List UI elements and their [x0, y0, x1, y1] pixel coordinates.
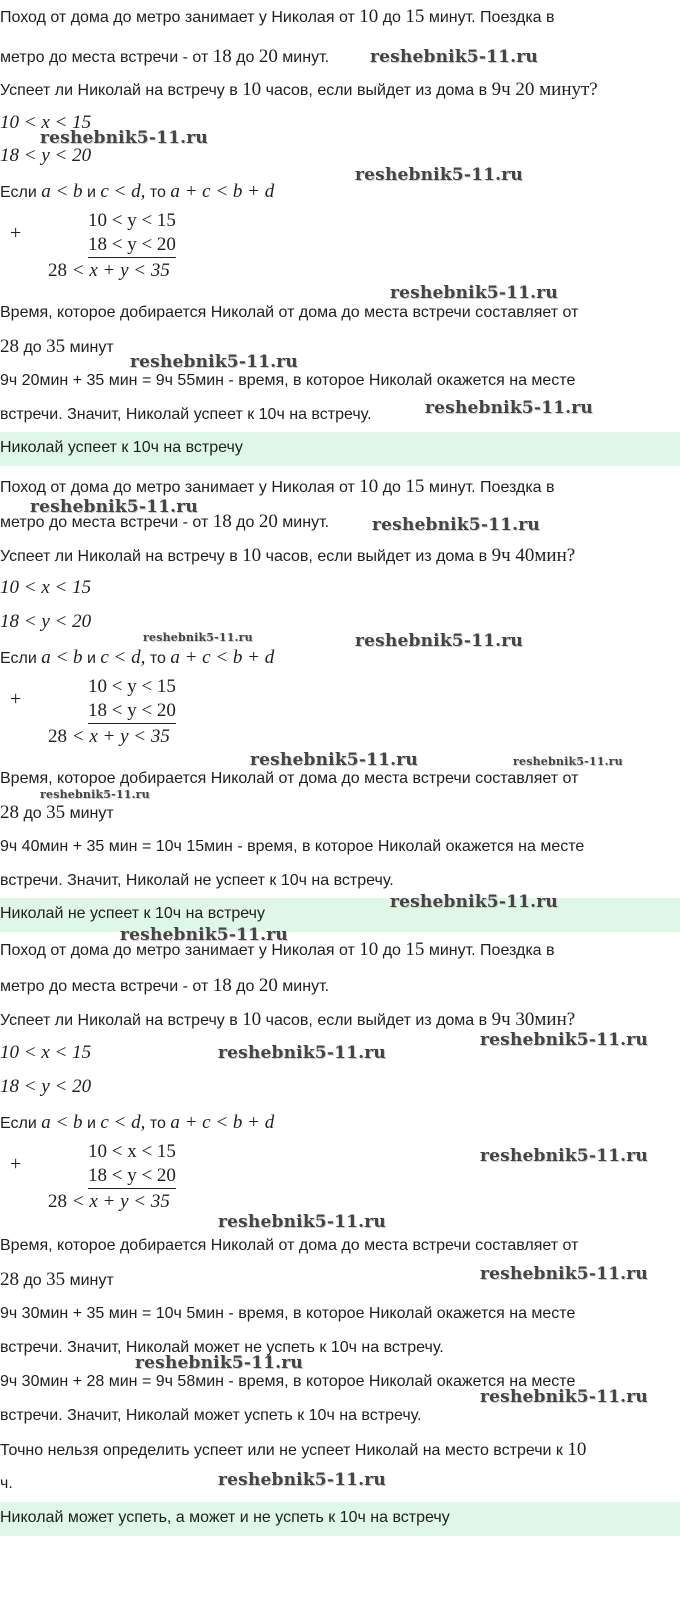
watermark: reshebnik5-11.ru: [480, 1264, 648, 1284]
watermark: reshebnik5-11.ru: [372, 515, 540, 535]
time-text: Время, которое добирается Николай от дома до места встречи составляет от: [0, 1237, 579, 1254]
plus-sign: +: [10, 688, 22, 710]
time-text: Время, которое добирается Николай от дома до места встречи составляет от: [0, 770, 579, 787]
plus-sign: +: [10, 1153, 22, 1175]
time-range: 28 до 35 минут: [0, 802, 114, 823]
watermark: reshebnik5-11.ru: [480, 1146, 648, 1166]
sum-top: 10 < y < 15: [88, 676, 176, 697]
time-range: 28 до 35 минут: [0, 1269, 114, 1290]
sum-result: 28 < x + y < 35: [48, 260, 170, 281]
calc-line: 9ч 40мин + 35 мин = 10ч 15мин - время, в которое Николай окажется на месте: [0, 838, 585, 855]
rule-text: Если a < b и c < d, то a + c < b + d: [0, 181, 275, 202]
watermark: reshebnik5-11.ru: [513, 755, 623, 768]
watermark: reshebnik5-11.ru: [218, 1043, 386, 1063]
watermark: reshebnik5-11.ru: [218, 1470, 386, 1490]
sum-mid: 18 < y < 20: [88, 234, 176, 258]
sum-top: 10 < y < 15: [88, 210, 176, 231]
answer-box: Николай успеет к 10ч на встречу: [0, 432, 680, 466]
inequality-x: 10 < x < 15: [0, 1042, 92, 1063]
inequality-y: 18 < y < 20: [0, 145, 92, 166]
time-range: 28 до 35 минут: [0, 336, 114, 357]
watermark: reshebnik5-11.ru: [425, 398, 593, 418]
watermark: reshebnik5-11.ru: [40, 788, 150, 801]
question-text: Успеет ли Николай на встречу в 10 часов, если выйдет из дома в 9ч 30мин?: [0, 1009, 576, 1030]
inequality-x: 10 < x < 15: [0, 112, 92, 133]
answer-box: Николай не успеет к 10ч на встречу: [0, 898, 680, 932]
watermark: reshebnik5-11.ru: [30, 497, 198, 517]
question-text: Успеет ли Николай на встречу в 10 часов, если выйдет из дома в 9ч 20 минут?: [0, 79, 598, 100]
watermark: reshebnik5-11.ru: [120, 925, 288, 945]
problem-text: Поход от дома до метро занимает у Николая от 10 до 15 минут. Поездка в: [0, 476, 555, 497]
problem-text: метро до места встречи - от 18 до 20 минут.: [0, 975, 330, 996]
problem-text: метро до места встречи - от 18 до 20 минут.: [0, 46, 330, 67]
calc-line: 9ч 20мин + 35 мин = 9ч 55мин - время, в которое Николай окажется на месте: [0, 372, 576, 389]
watermark: reshebnik5-11.ru: [480, 1387, 648, 1407]
sum-mid: 18 < y < 20: [88, 1165, 176, 1189]
plus-sign: +: [10, 222, 22, 244]
inequality-y: 18 < y < 20: [0, 611, 92, 632]
rule-text: Если a < b и c < d, то a + c < b + d: [0, 1112, 275, 1133]
answer-box: Николай может успеть, а может и не успеть к 10ч на встречу: [0, 1502, 680, 1536]
watermark: reshebnik5-11.ru: [130, 352, 298, 372]
time-text: Время, которое добирается Николай от дома до места встречи составляет от: [0, 304, 579, 321]
calc-conclusion: встречи. Значит, Николай успеет к 10ч на встречу.: [0, 406, 372, 423]
question-text: Успеет ли Николай на встречу в 10 часов, если выйдет из дома в 9ч 40мин?: [0, 545, 576, 566]
rule-text: Если a < b и c < d, то a + c < b + d: [0, 647, 275, 668]
watermark: reshebnik5-11.ru: [40, 128, 208, 148]
calc-conclusion: встречи. Значит, Николай не успеет к 10ч на встречу.: [0, 872, 394, 889]
watermark: reshebnik5-11.ru: [143, 631, 253, 644]
problem-text: метро до места встречи - от 18 до 20 минут.: [0, 511, 330, 532]
final-conclusion-end: ч.: [0, 1475, 13, 1492]
watermark: reshebnik5-11.ru: [218, 1212, 386, 1232]
problem-text: Поход от дома до метро занимает у Николая от 10 до 15 минут. Поездка в: [0, 6, 555, 27]
watermark: reshebnik5-11.ru: [370, 47, 538, 67]
sum-result: 28 < x + y < 35: [48, 726, 170, 747]
calc-conclusion: встречи. Значит, Николай может не успеть к 10ч на встречу.: [0, 1339, 444, 1356]
watermark: reshebnik5-11.ru: [480, 1030, 648, 1050]
inequality-x: 10 < x < 15: [0, 577, 92, 598]
watermark: reshebnik5-11.ru: [355, 165, 523, 185]
watermark: reshebnik5-11.ru: [135, 1353, 303, 1373]
watermark: reshebnik5-11.ru: [390, 892, 558, 912]
final-conclusion: Точно нельзя определить успеет или не успеет Николай на место встречи к 10: [0, 1439, 587, 1460]
watermark: reshebnik5-11.ru: [355, 631, 523, 651]
inequality-y: 18 < y < 20: [0, 1076, 92, 1097]
calc-conclusion-2: встречи. Значит, Николай может успеть к 10ч на встречу.: [0, 1407, 422, 1424]
sum-top: 10 < x < 15: [88, 1141, 176, 1162]
sum-mid: 18 < y < 20: [88, 700, 176, 724]
calc-line: 9ч 30мин + 35 мин = 10ч 5мин - время, в которое Николай окажется на месте: [0, 1305, 576, 1322]
problem-text: Поход от дома до метро занимает у Николая от 10 до 15 минут. Поездка в: [0, 939, 555, 960]
sum-result: 28 < x + y < 35: [48, 1191, 170, 1212]
watermark: reshebnik5-11.ru: [250, 750, 418, 770]
watermark: reshebnik5-11.ru: [390, 283, 558, 303]
calc-line-2: 9ч 30мин + 28 мин = 9ч 58мин - время, в которое Николай окажется на месте: [0, 1373, 576, 1390]
